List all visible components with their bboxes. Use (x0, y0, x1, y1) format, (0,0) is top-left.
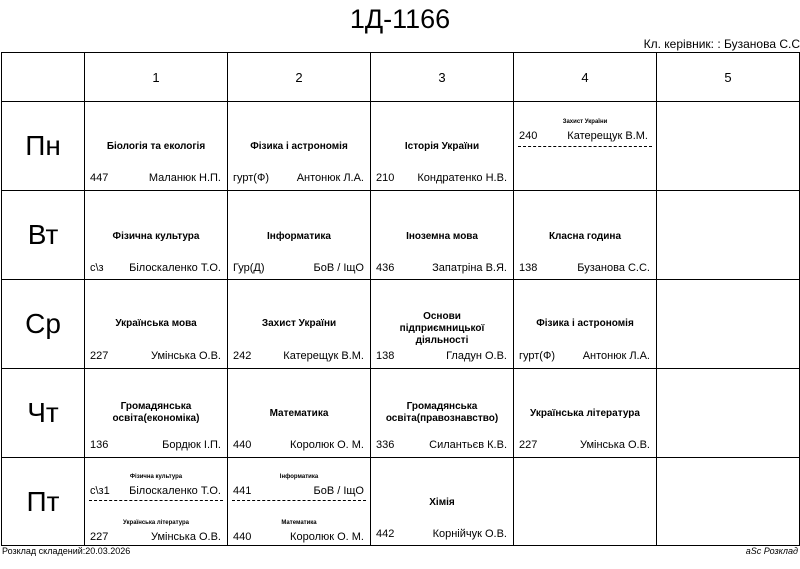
lesson-room: 210 (376, 172, 395, 184)
lesson-room: 242 (233, 350, 252, 362)
lesson-subject: Основи підприємницької діяльності (399, 311, 485, 346)
lesson-subject: Інформатика (279, 474, 319, 480)
day-label-tue: Вт (2, 191, 85, 280)
lesson-cell[interactable] (85, 102, 228, 191)
lesson-cell[interactable] (514, 102, 657, 191)
lesson-teacher: БоВ / ІщО (313, 262, 364, 274)
lesson-teacher: Антонюк Л.А. (296, 172, 364, 184)
lesson-cell[interactable] (85, 369, 228, 458)
lesson-cell[interactable] (514, 369, 657, 458)
empty-cell (514, 458, 657, 546)
empty-cell (657, 280, 800, 369)
lesson-room: 441 (233, 485, 252, 497)
lesson-teacher: Маланюк Н.П. (148, 172, 221, 184)
lesson-room: 336 (376, 439, 395, 451)
lesson-subject: Українська література (530, 408, 640, 419)
lesson-room: 442 (376, 528, 395, 540)
lesson-subject: Біологія та екологія (106, 141, 206, 152)
lesson-teacher: БоВ / ІщО (313, 485, 364, 497)
lesson-cell[interactable] (371, 458, 514, 546)
lesson-teacher: Катерещук В.М. (283, 350, 364, 362)
lesson-teacher: Умінська О.В. (150, 350, 221, 362)
footer-brand: aSc Розклад (745, 546, 798, 556)
lesson-cell[interactable] (228, 369, 371, 458)
lesson-room: 227 (90, 531, 109, 543)
lesson-subject: Класна година (548, 231, 622, 242)
lesson-subject: Математика (281, 520, 317, 526)
lesson-cell[interactable] (514, 191, 657, 280)
half-divider (518, 146, 652, 147)
lesson-subject: Громадянська освіта(правознавство) (385, 401, 499, 424)
empty-cell (657, 458, 800, 546)
lesson-cell[interactable] (85, 458, 228, 546)
lesson-room: гурт(Ф) (233, 172, 269, 184)
lesson-room: 436 (376, 262, 395, 274)
lesson-teacher: Запатріна В.Я. (432, 262, 507, 274)
lesson-subject: Українська література (123, 520, 189, 526)
lesson-subject: Іноземна мова (406, 231, 478, 242)
lesson-subject: Фізика і астрономія (250, 141, 348, 152)
lesson-room: 440 (233, 439, 252, 451)
lesson-subject: Українська мова (115, 318, 197, 329)
lesson-teacher: Бузанова С.С. (577, 262, 650, 274)
lesson-room: 138 (519, 262, 538, 274)
lesson-cell[interactable] (228, 280, 371, 369)
lesson-teacher: Антонюк Л.А. (582, 350, 650, 362)
period-header-4: 4 (514, 53, 657, 102)
corner-cell (2, 53, 85, 102)
lesson-teacher: Умінська О.В. (150, 531, 221, 543)
lesson-teacher: Білоскаленко Т.О. (129, 485, 221, 497)
lesson-cell[interactable] (371, 191, 514, 280)
footer-generated-date: Розклад складений:20.03.2026 (2, 546, 131, 556)
lesson-room: 227 (519, 439, 538, 451)
lesson-room: с\з (90, 262, 104, 274)
day-label-wed: Ср (2, 280, 85, 369)
lesson-subject: Інформатика (267, 231, 331, 242)
empty-cell (657, 369, 800, 458)
empty-cell (657, 102, 800, 191)
lesson-subject: Захист України (562, 119, 608, 125)
lesson-teacher: Корнійчук О.В. (432, 528, 507, 540)
lesson-subject: Захист України (261, 318, 337, 329)
lesson-teacher: Катерещук В.М. (567, 130, 648, 142)
lesson-teacher: Королюк О. М. (290, 439, 364, 451)
class-title: 1Д-1166 (349, 4, 451, 34)
lesson-subject: Фізична культура (112, 231, 200, 242)
lesson-cell[interactable] (228, 102, 371, 191)
lesson-teacher: Білоскаленко Т.О. (129, 262, 221, 274)
lesson-teacher: Королюк О. М. (290, 531, 364, 543)
lesson-subject: Фізична культура (129, 474, 183, 480)
lesson-room: 136 (90, 439, 109, 451)
lesson-subject: Математика (269, 408, 329, 419)
lesson-cell[interactable] (85, 191, 228, 280)
day-label-fri: Пт (2, 458, 85, 546)
period-header-2: 2 (228, 53, 371, 102)
lesson-teacher: Гладун О.В. (446, 350, 507, 362)
lesson-cell[interactable] (228, 458, 371, 546)
lesson-cell[interactable] (85, 280, 228, 369)
lesson-room: Гур(Д) (233, 262, 265, 274)
lesson-cell[interactable] (371, 280, 514, 369)
period-header-3: 3 (371, 53, 514, 102)
lesson-cell[interactable] (371, 369, 514, 458)
lesson-room: 447 (90, 172, 109, 184)
lesson-teacher: Бордюк І.П. (162, 439, 221, 451)
lesson-room: 240 (519, 130, 538, 142)
timetable-grid (1, 52, 800, 546)
lesson-teacher: Умінська О.В. (579, 439, 650, 451)
lesson-cell[interactable] (371, 102, 514, 191)
class-teacher-label: Кл. керівник: : Бузанова С.С (643, 37, 800, 51)
lesson-room: 138 (376, 350, 395, 362)
lesson-room: с\з1 (90, 485, 110, 497)
lesson-cell[interactable] (514, 280, 657, 369)
lesson-subject: Хімія (429, 497, 455, 508)
lesson-subject: Історія України (404, 141, 480, 152)
half-divider (232, 500, 366, 501)
lesson-room: гурт(Ф) (519, 350, 555, 362)
empty-cell (657, 191, 800, 280)
lesson-subject: Громадянська освіта(економіка) (112, 401, 200, 424)
lesson-cell[interactable] (228, 191, 371, 280)
lesson-teacher: Силантьєв К.В. (429, 439, 507, 451)
day-label-mon: Пн (2, 102, 85, 191)
period-header-1: 1 (85, 53, 228, 102)
lesson-subject: Фізика і астрономія (536, 318, 634, 329)
half-divider (89, 500, 223, 501)
lesson-teacher: Кондратенко Н.В. (417, 172, 507, 184)
lesson-room: 227 (90, 350, 109, 362)
lesson-room: 440 (233, 531, 252, 543)
period-header-5: 5 (657, 53, 800, 102)
day-label-thu: Чт (2, 369, 85, 458)
